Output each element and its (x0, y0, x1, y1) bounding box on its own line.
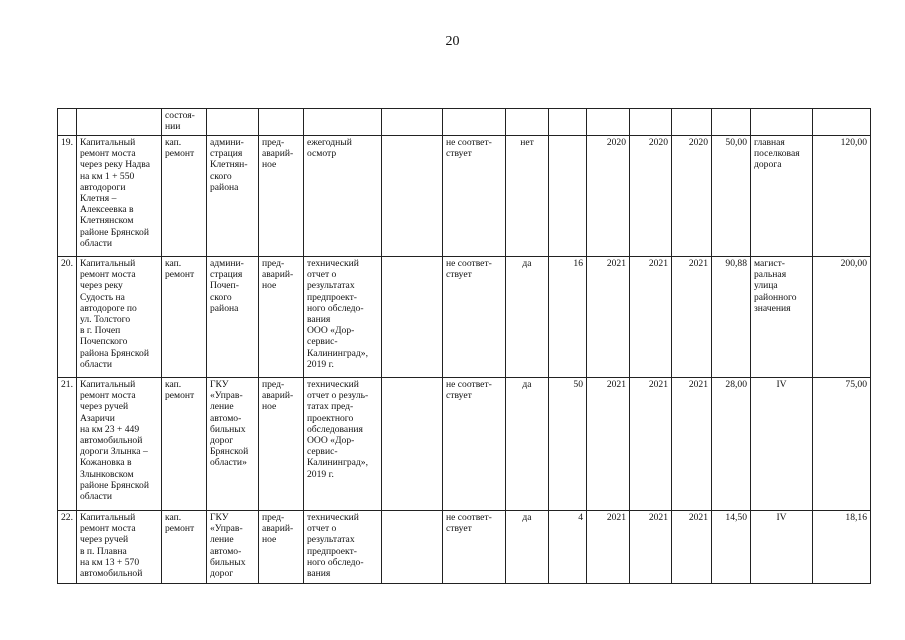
road-category: IV (751, 511, 813, 584)
table-row (58, 511, 871, 584)
empty-cell (382, 511, 443, 584)
bridge-repair-table (57, 108, 871, 584)
basis-document: технический отчет о резуль- татах пред- проектного обследования ООО «Дор- сервис- Калининград», 2019 г. (304, 378, 382, 511)
owner: админи- страция Почеп- ского района (207, 257, 259, 378)
table-row (58, 257, 871, 378)
count: 4 (549, 511, 587, 584)
year-2: 2020 (630, 136, 672, 257)
cost: 18,16 (813, 511, 871, 584)
condition: пред- аварий- ное (259, 136, 304, 257)
flag: да (506, 257, 549, 378)
cost: 200,00 (813, 257, 871, 378)
state-header-fragment: состоя- нии (162, 109, 207, 136)
object-name: Капитальный ремонт моста через ручей Азаричи на км 23 + 449 автомобильной дороги Злынка – Кожановка в Злынковском районе Брянской области (77, 378, 162, 511)
length: 14,50 (712, 511, 751, 584)
owner: ГКУ «Управ- ление автомо- бильных дорог Брянской области» (207, 378, 259, 511)
year-3: 2020 (672, 136, 712, 257)
compliance: не соответ- ствует (443, 136, 506, 257)
compliance: не соответ- ствует (443, 378, 506, 511)
condition: пред- аварий- ное (259, 378, 304, 511)
year-1: 2020 (587, 136, 630, 257)
count: 16 (549, 257, 587, 378)
year-2: 2021 (630, 378, 672, 511)
basis-document: ежегодный осмотр (304, 136, 382, 257)
basis-document: технический отчет о результатах предпроект- ного обследо- вания ООО «Дор- сервис- Калининград», 2019 г. (304, 257, 382, 378)
count: 50 (549, 378, 587, 511)
table-row (58, 378, 871, 511)
empty-cell (382, 257, 443, 378)
year-2: 2021 (630, 511, 672, 584)
row-number: 19. (58, 136, 77, 257)
length: 90,88 (712, 257, 751, 378)
object-name: Капитальный ремонт моста через ручей в п. Плавна на км 13 + 570 автомобильной (77, 511, 162, 584)
empty-cell (382, 136, 443, 257)
compliance: не соответ- ствует (443, 257, 506, 378)
flag: нет (506, 136, 549, 257)
object-name: Капитальный ремонт моста через реку Судость на автодороге по ул. Толстого в г. Почеп Почепского района Брянской области (77, 257, 162, 378)
continued-header-row (58, 109, 871, 136)
road-category: магист- ральная улица районного значения (751, 257, 813, 378)
length: 50,00 (712, 136, 751, 257)
condition: пред- аварий- ное (259, 257, 304, 378)
length: 28,00 (712, 378, 751, 511)
page-number: 20 (445, 34, 460, 49)
basis-document: технический отчет о результатах предпроект- ного обследо- вания (304, 511, 382, 584)
cost: 120,00 (813, 136, 871, 257)
empty-cell (382, 378, 443, 511)
road-category: главная поселковая дорога (751, 136, 813, 257)
row-number: 22. (58, 511, 77, 584)
year-1: 2021 (587, 257, 630, 378)
cost: 75,00 (813, 378, 871, 511)
row-number: 20. (58, 257, 77, 378)
work-type: кап. ремонт (162, 511, 207, 584)
owner: ГКУ «Управ- ление автомо- бильных дорог (207, 511, 259, 584)
object-name: Капитальный ремонт моста через реку Надва на км 1 + 550 автодороги Клетня – Алексеевка в Клетнянском районе Брянской области (77, 136, 162, 257)
year-3: 2021 (672, 257, 712, 378)
condition: пред- аварий- ное (259, 511, 304, 584)
work-type: кап. ремонт (162, 136, 207, 257)
year-3: 2021 (672, 511, 712, 584)
road-category: IV (751, 378, 813, 511)
year-1: 2021 (587, 378, 630, 511)
compliance: не соответ- ствует (443, 511, 506, 584)
work-type: кап. ремонт (162, 257, 207, 378)
count (549, 136, 587, 257)
work-type: кап. ремонт (162, 378, 207, 511)
year-2: 2021 (630, 257, 672, 378)
owner: админи- страция Клетнян- ского района (207, 136, 259, 257)
flag: да (506, 511, 549, 584)
flag: да (506, 378, 549, 511)
year-1: 2021 (587, 511, 630, 584)
row-number: 21. (58, 378, 77, 511)
table-row (58, 136, 871, 257)
year-3: 2021 (672, 378, 712, 511)
